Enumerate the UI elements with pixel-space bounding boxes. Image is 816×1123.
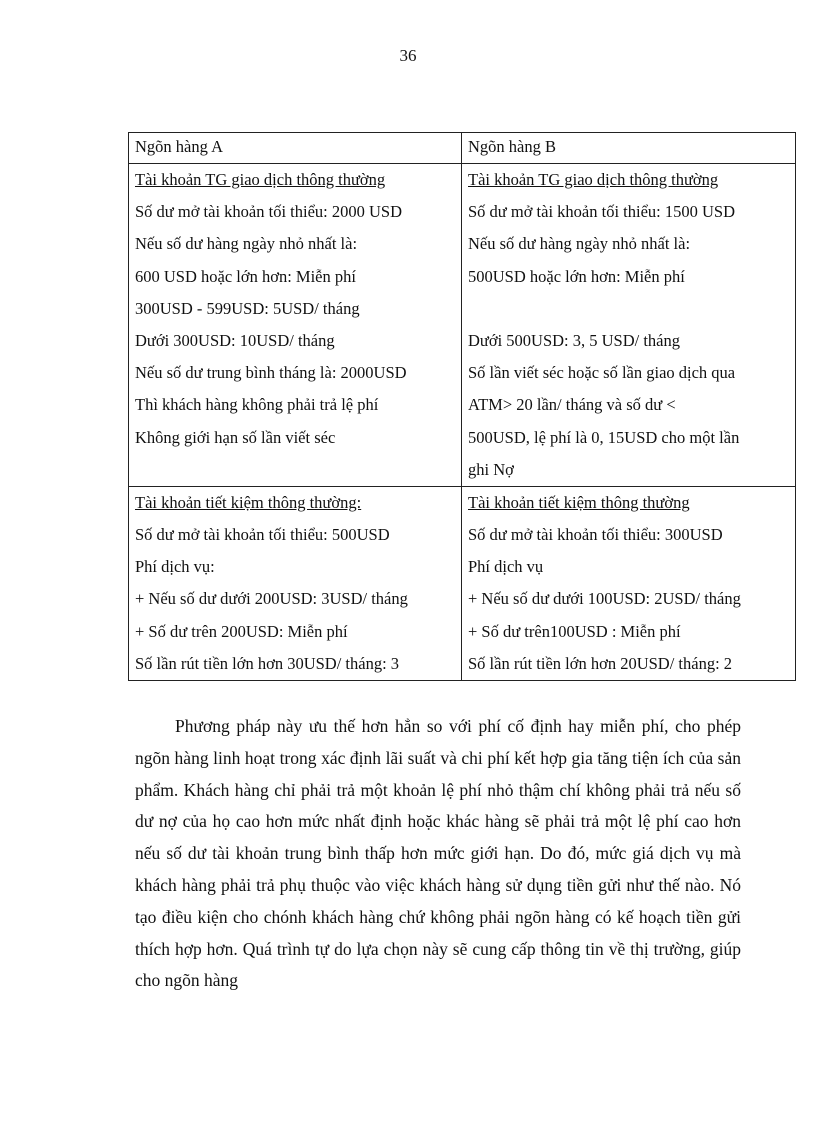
table-line: Nếu số dư hàng ngày nhỏ nhất là: bbox=[468, 234, 691, 254]
bank-a-checking-cell bbox=[129, 164, 462, 487]
table-line: Phí dịch vụ bbox=[468, 557, 544, 577]
table-line: + Nếu số dư dưới 100USD: 2USD/ tháng bbox=[468, 589, 741, 609]
section-title: Tài khoản tiết kiệm thông thường bbox=[468, 492, 690, 512]
bank-b-checking-cell bbox=[462, 164, 796, 487]
table-line: Nếu số dư trung bình tháng là: 2000USD bbox=[135, 363, 407, 383]
table-line: Số dư mở tài khoản tối thiểu: 1500 USD bbox=[468, 202, 735, 222]
header-bank-b: Ngõn hàng B bbox=[462, 133, 796, 164]
table-line: + Số dư trên100USD : Miễn phí bbox=[468, 621, 681, 641]
table-line: Số dư mở tài khoản tối thiểu: 300USD bbox=[468, 525, 723, 545]
table-line: ATM> 20 lần/ tháng và số dư < bbox=[468, 395, 676, 415]
page-number: 36 bbox=[399, 46, 417, 65]
table-line: Số dư mở tài khoản tối thiểu: 500USD bbox=[135, 525, 390, 545]
table-line: Số lần rút tiền lớn hơn 30USD/ tháng: 3 bbox=[135, 653, 400, 673]
table-row-savings-account bbox=[129, 486, 796, 680]
table-line: + Nếu số dư dưới 200USD: 3USD/ tháng bbox=[135, 589, 408, 609]
table-line: ghi Nợ bbox=[468, 459, 514, 479]
bank-a-savings-cell bbox=[129, 486, 462, 680]
table-line: Phí dịch vụ: bbox=[135, 557, 215, 577]
bank-comparison-table bbox=[128, 132, 796, 681]
table-row-checking-account bbox=[129, 164, 796, 487]
table-line: Số lần rút tiền lớn hơn 20USD/ tháng: 2 bbox=[468, 653, 733, 673]
table-line: Thì khách hàng không phải trả lệ phí bbox=[135, 395, 379, 415]
table-line: Số dư mở tài khoản tối thiểu: 2000 USD bbox=[135, 202, 402, 222]
bank-b-savings-cell bbox=[462, 486, 796, 680]
table-line: Số lần viết séc hoặc số lần giao dịch qua bbox=[468, 363, 736, 383]
body-paragraph: Phương pháp này ưu thế hơn hẳn so với phí cố định hay miễn phí, cho phép ngõn hàng linh hoạt trong xác định lãi suất và chi phí kết hợp gia tăng tiện ích của sản phẩm. Khách hàng chỉ phải trả một khoản lệ phí nhỏ thậm chí không phải trả nếu số dư nợ của họ cao hơn mức nhất định hoặc khác hàng sẽ phải trả một lệ phí cao hơn nếu số dư tài khoản trung bình thấp hơn mức giới hạn. Do đó, mức giá dịch vụ mà khách hàng phải trả phụ thuộc vào việc khách hàng sử dụng tiền gửi như thế nào. Nó tạo điều kiện cho chónh khách hàng chứ không phải ngõn hàng có kế hoạch tiền gửi thích hợp hơn. Quá trình tự do lựa chọn này sẽ cung cấp thông tin về thị trường, giúp cho ngõn hàng bbox=[135, 716, 741, 991]
table-line-empty bbox=[468, 293, 789, 325]
table-header-row bbox=[129, 133, 796, 164]
section-title: Tài khoản TG giao dịch thông thường bbox=[135, 170, 386, 189]
section-title: Tài khoản tiết kiệm thông thường: bbox=[135, 492, 362, 512]
table-line: + Số dư trên 200USD: Miễn phí bbox=[135, 621, 348, 641]
table-line: Dưới 300USD: 10USD/ tháng bbox=[135, 330, 335, 350]
section-title: Tài khoản TG giao dịch thông thường bbox=[468, 170, 719, 189]
table-line: Không giới hạn số lần viết séc bbox=[135, 427, 336, 447]
header-bank-a: Ngõn hàng A bbox=[129, 133, 462, 164]
table-line: 600 USD hoặc lớn hơn: Miễn phí bbox=[135, 266, 356, 286]
table-line: 500USD hoặc lớn hơn: Miễn phí bbox=[468, 266, 685, 286]
table-line: 500USD, lệ phí là 0, 15USD cho một lần bbox=[468, 427, 740, 447]
table-line: 300USD - 599USD: 5USD/ tháng bbox=[135, 298, 360, 318]
table-line: Nếu số dư hàng ngày nhỏ nhất là: bbox=[135, 234, 358, 254]
table-line: Dưới 500USD: 3, 5 USD/ tháng bbox=[468, 330, 681, 350]
